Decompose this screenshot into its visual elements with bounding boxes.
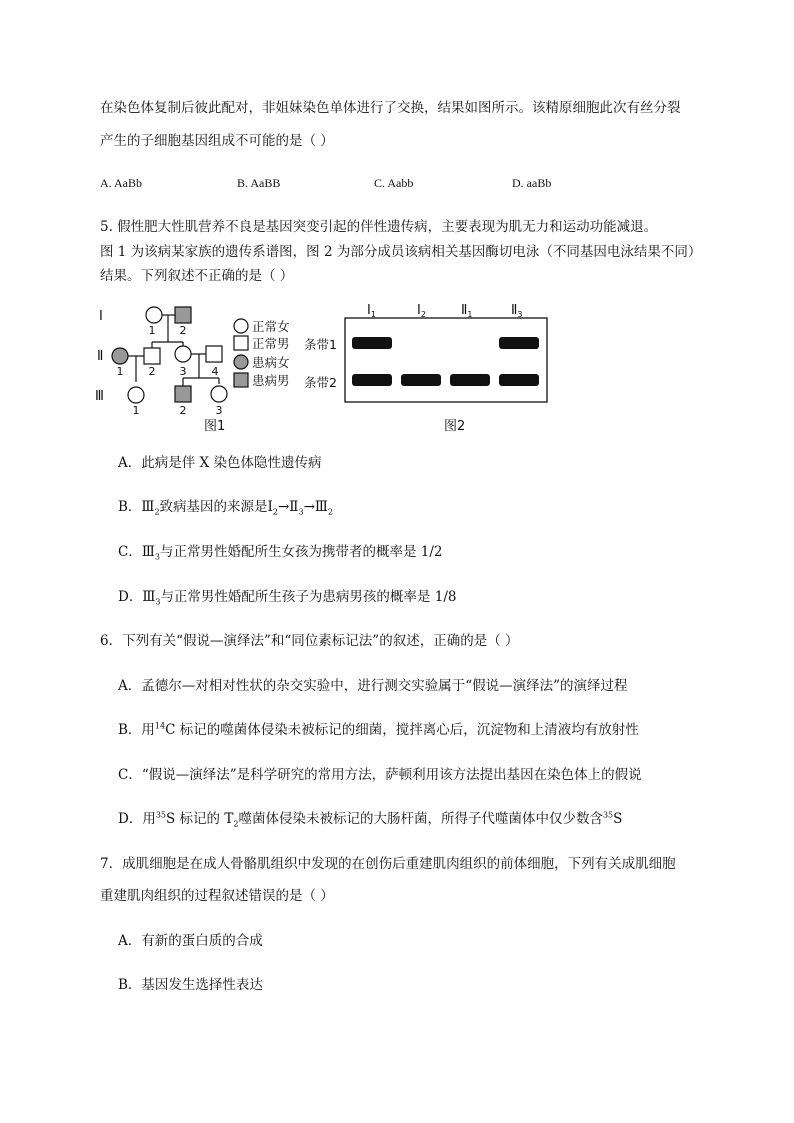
q5-option-c: C．$Ⅲ_3$与正常男性婚配所生女孩为携带者的概率是 1/2 (118, 544, 443, 562)
q4-option-a: A. AaBb (100, 176, 142, 190)
q4-option-c: C. Aabb (374, 176, 414, 190)
band-row2-lane3 (450, 374, 490, 386)
pedigree-iii2-affected-male (175, 386, 191, 402)
electrophoresis-figure-2 (300, 296, 560, 438)
gen-label-iii: Ⅲ (95, 389, 104, 404)
num-ii2: 2 (148, 365, 156, 378)
q4-option-d: D. aaBb (512, 176, 552, 190)
pedigree-iii3-normal-female (211, 386, 227, 402)
question-4-stem-line-1: 在染色体复制后彼此配对，非姐妹染色单体进行了交换，结果如图所示。该精原细胞此次有丝分裂 (100, 100, 681, 116)
question-5-stem-line-1: 5. 假性肥大性肌营养不良是基因突变引起的伴性遗传病，主要表现为肌无力和运动功能减退。 (100, 219, 658, 235)
figure-1-caption: 图1 (204, 419, 226, 434)
question-6-stem: 6．下列有关“假说—演绎法”和“同位素标记法”的叙述，正确的是（ ） (100, 633, 519, 649)
num-ii1: 1 (116, 365, 124, 378)
lane-label-3: $Ⅱ_1$ (461, 303, 473, 319)
figure-2-caption: 图2 (444, 419, 466, 434)
num-ii3: 3 (179, 365, 187, 378)
pedigree-figure-1 (95, 298, 305, 438)
num-iii2: 2 (179, 404, 187, 417)
q6-option-d: D．用$^{35}$S 标记的 $T_2$噬菌体侵染未被标记的大肠杆菌，所得子代噬菌体中仅少数含$^{35}$S (118, 810, 623, 829)
q7-option-a: A．有新的蛋白质的合成 (118, 933, 263, 949)
q7-option-b: B．基因发生选择性表达 (118, 977, 263, 993)
lane-label-2: $Ⅰ_2$ (417, 303, 426, 319)
q6-option-b: B．用$^{14}$C 标记的噬菌体侵染未被标记的细菌，搅拌离心后，沉淀物和上清液均有放射性 (118, 721, 639, 738)
num-i1: 1 (148, 324, 156, 337)
band-row2-lane1 (352, 374, 392, 386)
legend-affected-female: 患病女 (252, 355, 290, 370)
q5-option-a: A．此病是伴 X 染色体隐性遗传病 (118, 455, 322, 471)
num-iii3: 3 (215, 404, 223, 417)
legend-affected-male: 患病男 (252, 373, 290, 388)
pedigree-ii3-normal-female (175, 346, 191, 362)
q5-option-d: D．$Ⅲ_3$与正常男性婚配所生孩子为患病男孩的概率是 1/8 (118, 589, 457, 607)
pedigree-ii1-affected-female (112, 348, 128, 364)
band-row1-lane1 (352, 337, 392, 349)
lane-label-1: $Ⅰ_1$ (367, 303, 376, 319)
q6-option-c: C．“假说—演绎法”是科学研究的常用方法，萨顿利用该方法提出基因在染色体上的假说 (118, 767, 642, 783)
gen-label-ii: Ⅱ (97, 349, 104, 364)
lane-label-4: $Ⅱ_3$ (511, 303, 523, 319)
question-5-stem-line-3: 结果。下列叙述不正确的是（ ） (100, 268, 294, 284)
q5-option-b: B．$Ⅲ_2$致病基因的来源是$Ⅰ_2\to Ⅱ_3\to Ⅲ_2$ (118, 499, 334, 517)
pedigree-i2-affected-male (175, 307, 191, 323)
band-row2-lane4 (499, 374, 539, 386)
question-7-stem-line-1: 7．成肌细胞是在成人骨骼肌组织中发现的在创伤后重建肌肉组织的前体细胞，下列有关成肌细胞 (100, 856, 676, 872)
pedigree-ii2-normal-male (144, 348, 160, 364)
question-5-stem-line-2: 图 1 为该病某家族的遗传系谱图，图 2 为部分成员该病相关基因酶切电泳（不同基因电泳结果不同） (100, 244, 702, 260)
legend-normal-female: 正常女 (252, 319, 290, 334)
question-7-stem-line-2: 重建肌肉组织的过程叙述错误的是（ ） (100, 888, 334, 904)
pedigree-i1-normal-female (146, 307, 162, 323)
q4-option-b: B. AaBB (237, 176, 281, 190)
num-i2: 2 (179, 324, 187, 337)
gel-frame (345, 318, 547, 402)
question-4-stem-line-2: 产生的子细胞基因组成不可能的是（ ） (100, 133, 334, 149)
pedigree-iii1-normal-female (128, 387, 144, 403)
legend-normal-male: 正常男 (252, 336, 290, 351)
row-label-band-2: 条带2 (304, 375, 337, 390)
q6-option-a: A．孟德尔—对相对性状的杂交实验中，进行测交实验属于“假说—演绎法”的演绎过程 (118, 678, 628, 694)
pedigree-ii4-normal-male (206, 346, 222, 362)
band-row1-lane4 (499, 337, 539, 349)
num-iii1: 1 (132, 404, 140, 417)
row-label-band-1: 条带1 (304, 337, 337, 352)
gen-label-i: Ⅰ (99, 309, 103, 324)
band-row2-lane2 (401, 374, 441, 386)
num-ii4: 4 (211, 365, 219, 378)
